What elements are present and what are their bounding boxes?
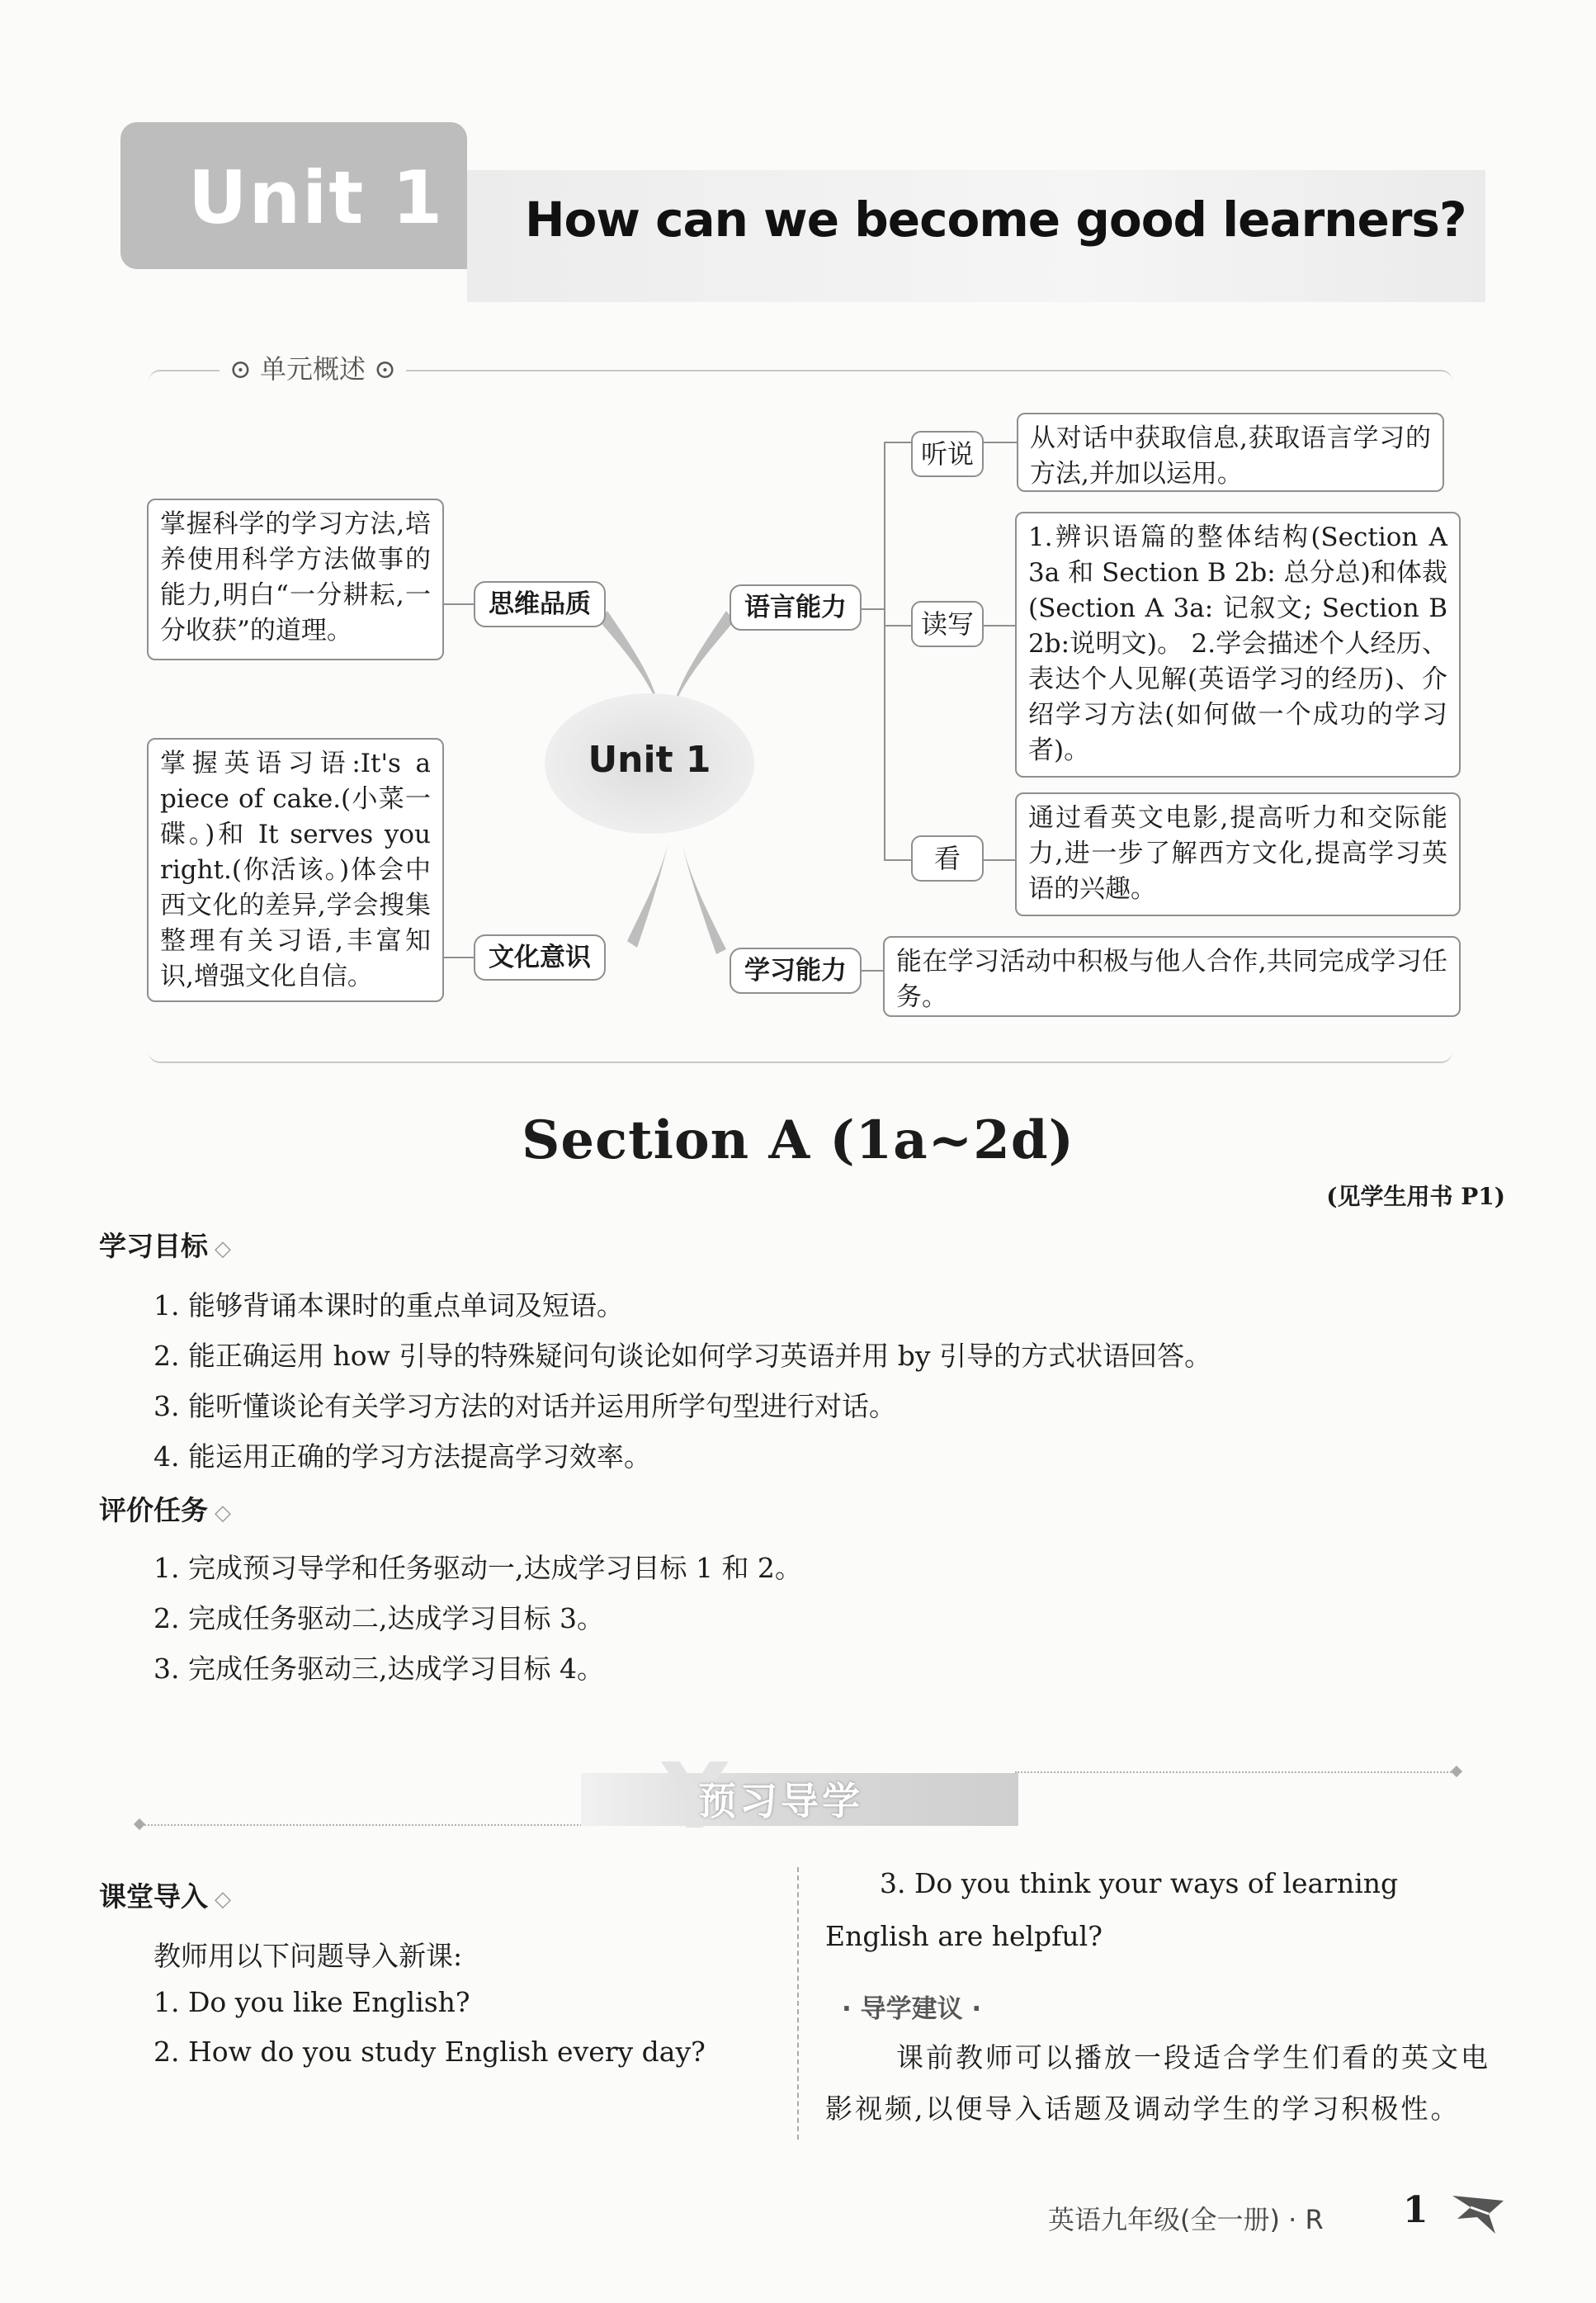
- objective-item: 1. 能够背诵本课时的重点单词及短语。: [153, 1289, 624, 1322]
- section-title: Section A (1a~2d): [522, 1109, 1074, 1171]
- tip-text: 课前教师可以播放一段适合学生们看的英文电影视频,以便导入话题及调动学生的学习积极性。: [825, 2041, 1490, 2125]
- node-learning: 学习能力: [730, 948, 862, 994]
- diamond-dot-icon: [134, 1818, 145, 1830]
- connector-readwrite: [885, 609, 911, 626]
- intro-lead: 教师用以下问题导入新课:: [153, 1940, 463, 1972]
- sub-listen: 听说: [911, 431, 984, 477]
- bird-logo-icon: [1449, 2189, 1509, 2237]
- banner-line-right: [1015, 1771, 1461, 1773]
- node-language: 语言能力: [730, 584, 862, 631]
- node-thinking: 思维品质: [474, 581, 606, 627]
- intro-question: 3. Do you think your ways of learning English are helpful?: [825, 1867, 1399, 1952]
- center-label: Unit 1: [588, 739, 711, 781]
- sub-view: 看: [911, 835, 984, 882]
- footer-text: 英语九年级(全一册) · R: [1048, 2204, 1324, 2235]
- diamond-arrow-icon: ◇: [215, 1887, 231, 1912]
- tasks-heading: 评价任务 ◇: [99, 1494, 231, 1526]
- overview-label: ⊙ 单元概述 ⊙: [220, 348, 406, 386]
- page-reference: (见学生用书 P1): [1326, 1183, 1505, 1210]
- diamond-arrow-icon: ◇: [215, 1237, 231, 1261]
- diamond-dot-icon: [1451, 1766, 1462, 1777]
- box-view: 通过看英文电影,提高听力和交际能力,进一步了解西方文化,提高学习英语的兴趣。: [1015, 792, 1461, 916]
- objective-item: 3. 能听懂谈论有关学习方法的对话并运用所学句型进行对话。: [153, 1390, 896, 1422]
- unit-title: How can we become good learners?: [525, 192, 1466, 248]
- task-item: 1. 完成预习导学和任务驱动一,达成学习目标 1 和 2。: [153, 1552, 802, 1584]
- objective-item: 4. 能运用正确的学习方法提高学习效率。: [153, 1440, 651, 1473]
- banner-title: 预习导学: [698, 1779, 863, 1823]
- task-item: 2. 完成任务驱动二,达成学习目标 3。: [153, 1602, 604, 1634]
- connector-view: [885, 609, 911, 860]
- objective-item: 2. 能正确运用 how 引导的特殊疑问句谈论如何学习英语并用 by 引导的方式状语回答。: [153, 1340, 1212, 1372]
- node-culture: 文化意识: [474, 934, 606, 981]
- box-listen: 从对话中获取信息,获取语言学习的方法,并加以运用。: [1017, 413, 1444, 492]
- box-thinking: 掌握科学的学习方法,培养使用科学方法做事的能力,明白“一分耕耘,一分收获”的道理。: [147, 499, 444, 660]
- intro-question: 2. How do you study English every day?: [153, 2036, 706, 2068]
- sub-readwrite: 读写: [911, 601, 984, 647]
- intro-heading: 课堂导入 ◇: [99, 1880, 231, 1913]
- objectives-heading: 学习目标 ◇: [99, 1230, 231, 1262]
- box-learning: 能在学习活动中积极与他人合作,共同完成学习任务。: [883, 936, 1461, 1017]
- connector-listen: [862, 442, 911, 609]
- diamond-arrow-icon: ◇: [215, 1501, 231, 1525]
- banner-letter: Y: [662, 1743, 728, 1849]
- box-readwrite: 1.辨识语篇的整体结构(Section A 3a 和 Section B 2b: 总分总)和体裁(Section A 3a: 记叙文; Section B 2b:说明文)。 2.学会描述个人经历、表达个人见解(英语学习的经历)、介绍学习方法(如何做一个成功的学习者)。: [1015, 512, 1461, 778]
- page-number: 1: [1403, 2189, 1428, 2231]
- column-divider: [797, 1867, 799, 2140]
- tip-heading: · 导学建议 ·: [842, 1994, 982, 2024]
- box-culture: 掌握英语习语:It's a piece of cake.(小菜一碟。)和 It serves you right.(你活该。)体会中西文化的差异,学会搜集整理有关习语,丰富知识,增强文化自信。: [147, 738, 444, 1002]
- task-item: 3. 完成任务驱动三,达成学习目标 4。: [153, 1653, 604, 1685]
- intro-question: 1. Do you like English?: [153, 1986, 470, 2018]
- unit-badge-label: Unit 1: [188, 155, 445, 240]
